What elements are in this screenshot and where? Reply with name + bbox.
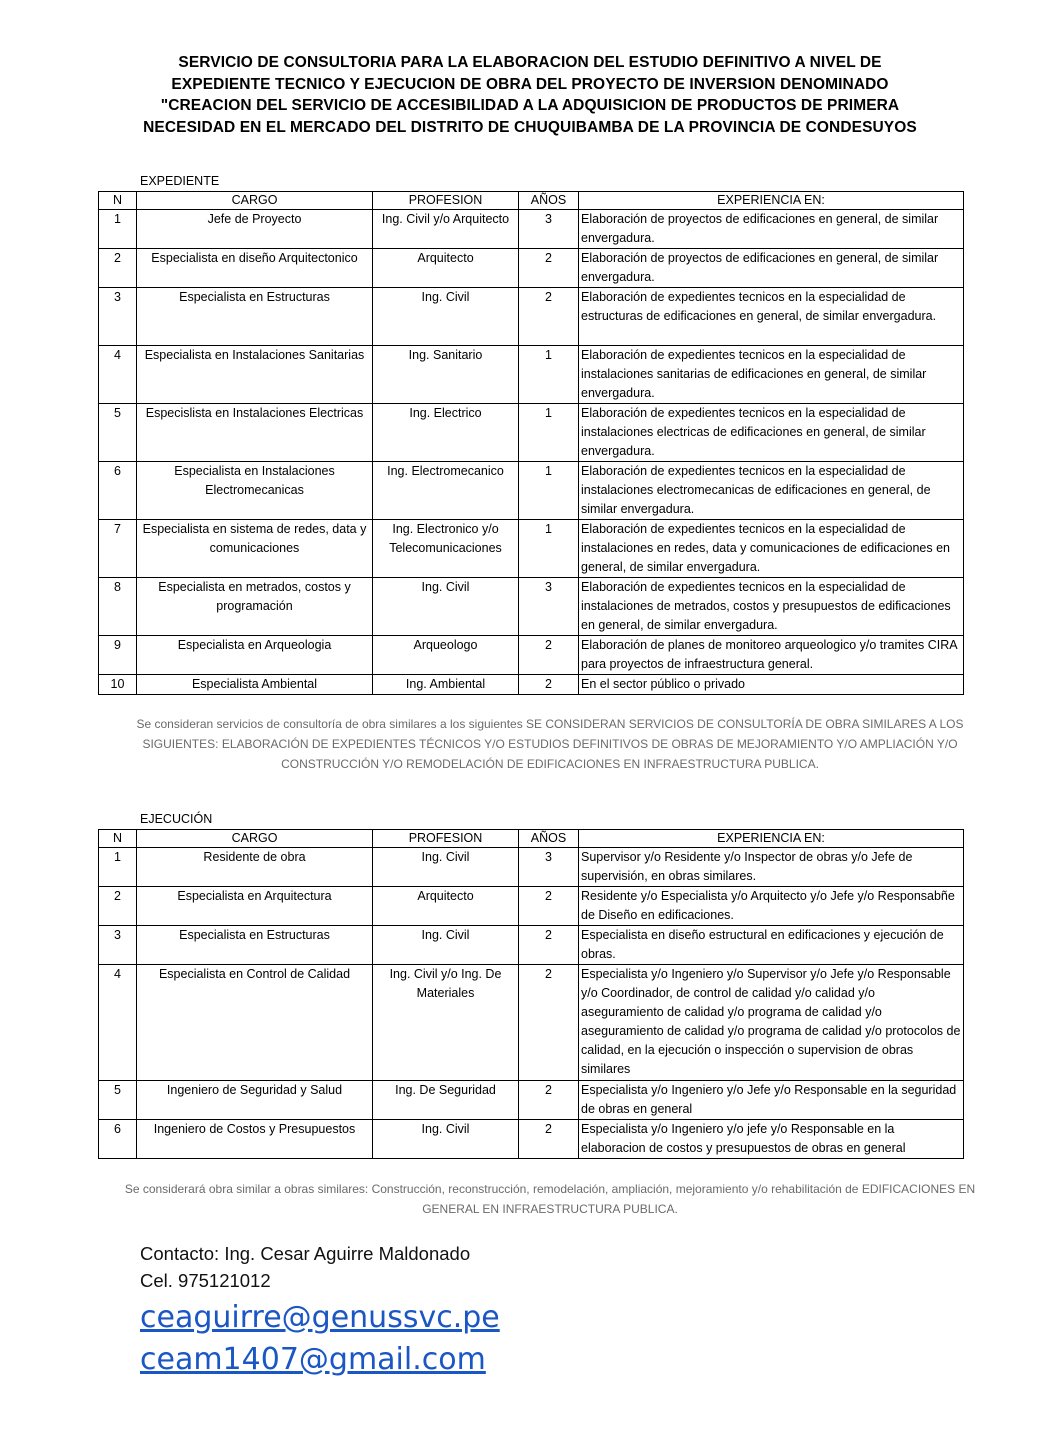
cell-experiencia: En el sector público o privado — [579, 675, 964, 695]
cell-profesion: Ing. Ambiental — [373, 675, 519, 695]
table-row — [99, 249, 964, 288]
cell-experiencia: Elaboración de planes de monitoreo arqueologico y/o tramites CIRA para proyectos de infraestructura general. — [579, 636, 964, 675]
cell-n: 7 — [99, 520, 137, 578]
cell-experiencia: Elaboración de expedientes tecnicos en la especialidad de instalaciones electricas de edificaciones en general, de similar envergadura. — [579, 404, 964, 462]
cell-experiencia: Elaboración de expedientes tecnicos en la especialidad de instalaciones en redes, data y comunicaciones de edificaciones en general, de similar envergadura. — [579, 520, 964, 578]
cell-cargo: Especialista en sistema de redes, data y comunicaciones — [137, 520, 373, 578]
expediente-rows — [99, 210, 964, 695]
cell-anios: 3 — [519, 578, 579, 636]
table-row — [99, 210, 964, 249]
header-profesion: PROFESION — [373, 830, 519, 848]
cell-cargo: Especialista en Control de Calidad — [137, 965, 373, 1081]
cell-profesion: Ing. Civil y/o Ing. De Materiales — [373, 965, 519, 1081]
cell-experiencia: Elaboración de proyectos de edificaciones en general, de similar envergadura. — [579, 210, 964, 249]
ejecucion-table — [98, 829, 964, 1159]
cell-cargo: Especialista en Estructuras — [137, 926, 373, 965]
cell-cargo: Ingeniero de Seguridad y Salud — [137, 1081, 373, 1120]
expediente-label: EXPEDIENTE — [140, 174, 220, 188]
cell-cargo: Jefe de Proyecto — [137, 210, 373, 249]
cell-anios: 3 — [519, 848, 579, 887]
cell-cargo: Especialista en Instalaciones Sanitarias — [137, 346, 373, 404]
cell-anios: 2 — [519, 288, 579, 346]
table-row — [99, 520, 964, 578]
cell-profesion: Arquitecto — [373, 887, 519, 926]
cell-n: 2 — [99, 887, 137, 926]
cell-n: 8 — [99, 578, 137, 636]
cell-n: 6 — [99, 1120, 137, 1159]
cell-n: 4 — [99, 965, 137, 1081]
title-line: EXPEDIENTE TECNICO Y EJECUCION DE OBRA DEL PROYECTO DE INVERSION DENOMINADO — [171, 75, 889, 93]
cell-experiencia: Residente y/o Especialista y/o Arquitecto y/o Jefe y/o Responsabñe de Diseño en edificaciones. — [579, 887, 964, 926]
header-n: N — [99, 830, 137, 848]
cell-n: 6 — [99, 462, 137, 520]
header-profesion: PROFESION — [373, 192, 519, 210]
contact-name: Contacto: Ing. Cesar Aguirre Maldonado — [140, 1243, 471, 1264]
header-experiencia: EXPERIENCIA EN: — [579, 192, 964, 210]
header-cargo: CARGO — [137, 830, 373, 848]
cell-experiencia: Elaboración de expedientes tecnicos en la especialidad de instalaciones electromecanicas de edificaciones en general, de similar envergadura. — [579, 462, 964, 520]
table-row — [99, 926, 964, 965]
header-anios: AÑOS — [519, 192, 579, 210]
cell-n: 5 — [99, 1081, 137, 1120]
expediente-table — [98, 191, 964, 695]
cell-cargo: Especislista en Instalaciones Electricas — [137, 404, 373, 462]
cell-profesion: Ing. Civil y/o Arquitecto — [373, 210, 519, 249]
cell-anios: 1 — [519, 520, 579, 578]
cell-profesion: Ing. Electromecanico — [373, 462, 519, 520]
ejecucion-rows — [99, 848, 964, 1159]
contact-phone: Cel. 975121012 — [140, 1270, 271, 1291]
cell-profesion: Arqueologo — [373, 636, 519, 675]
expediente-note: Se consideran servicios de consultoría de obra similares a los siguientes SE CONSIDERAN SERVICIOS DE CONSULTORÍA DE OBRA SIMILARES A LOS SIGUIENTES: ELABORACIÓN DE EXPEDIENTES TÉCNICOS Y/O ESTUDIOS DEFINITIVOS DE OBRAS DE MEJORAMIENTO Y/O AMPLIACIÓN Y/O CONSTRUCCIÓN Y/O REMODELACIÓN DE EDIFICACIONES EN INFRAESTRUCTURA PUBLICA. — [136, 717, 964, 771]
cell-profesion: Arquitecto — [373, 249, 519, 288]
table-row — [99, 288, 964, 346]
cell-anios: 2 — [519, 965, 579, 1081]
table-header-row — [99, 830, 964, 848]
cell-cargo: Especialista en Instalaciones Electromecanicas — [137, 462, 373, 520]
table-row — [99, 636, 964, 675]
table-row — [99, 578, 964, 636]
table-row — [99, 404, 964, 462]
cell-cargo: Especialista Ambiental — [137, 675, 373, 695]
cell-n: 4 — [99, 346, 137, 404]
cell-cargo: Especialista en diseño Arquitectonico — [137, 249, 373, 288]
cell-n: 1 — [99, 210, 137, 249]
cell-anios: 2 — [519, 249, 579, 288]
cell-anios: 2 — [519, 1120, 579, 1159]
cell-profesion: Ing. Electronico y/o Telecomunicaciones — [373, 520, 519, 578]
table-header-row — [99, 192, 964, 210]
table-row — [99, 887, 964, 926]
cell-profesion: Ing. Civil — [373, 578, 519, 636]
title-line: SERVICIO DE CONSULTORIA PARA LA ELABORACION DEL ESTUDIO DEFINITIVO A NIVEL DE — [178, 54, 882, 71]
cell-anios: 2 — [519, 1081, 579, 1120]
cell-experiencia: Elaboración de expedientes tecnicos en la especialidad de instalaciones sanitarias de edificaciones en general, de similar envergadura. — [579, 346, 964, 404]
table-row — [99, 346, 964, 404]
cell-cargo: Residente de obra — [137, 848, 373, 887]
cell-experiencia: Especialista y/o Ingeniero y/o Supervisor y/o Jefe y/o Responsable y/o Coordinador, de control de calidad y/o calidad y/o aseguramiento de calidad y/o programa de calidad y/o aseguramiento de calidad y/o programa de calidad y/o protocolos de calidad, en la ejecución o inspección o supervision de obras similares — [579, 965, 964, 1081]
ejecucion-note: Se considerará obra similar a obras similares: Construcción, reconstrucción, remodelación, ampliación, mejoramiento y/o rehabilitación de EDIFICACIONES EN GENERAL EN INFRAESTRUCTURA PUBLICA. — [124, 1182, 976, 1216]
contact-email-link[interactable]: ceaguirre@genussvc.pe — [140, 1300, 500, 1335]
cell-anios: 2 — [519, 926, 579, 965]
cell-profesion: Ing. Civil — [373, 1120, 519, 1159]
cell-n: 10 — [99, 675, 137, 695]
cell-anios: 1 — [519, 404, 579, 462]
cell-anios: 3 — [519, 210, 579, 249]
cell-cargo: Especialista en Arquitectura — [137, 887, 373, 926]
cell-profesion: Ing. De Seguridad — [373, 1081, 519, 1120]
header-n: N — [99, 192, 137, 210]
ejecucion-label: EJECUCIÓN — [140, 812, 213, 826]
cell-profesion: Ing. Civil — [373, 288, 519, 346]
cell-profesion: Ing. Sanitario — [373, 346, 519, 404]
contact-email-link[interactable]: ceam1407@gmail.com — [140, 1342, 486, 1377]
table-row — [99, 965, 964, 1081]
header-experiencia: EXPERIENCIA EN: — [579, 830, 964, 848]
cell-anios: 1 — [519, 346, 579, 404]
cell-experiencia: Supervisor y/o Residente y/o Inspector de obras y/o Jefe de supervisión, en obras similares. — [579, 848, 964, 887]
cell-anios: 2 — [519, 887, 579, 926]
cell-n: 2 — [99, 249, 137, 288]
cell-profesion: Ing. Electrico — [373, 404, 519, 462]
cell-profesion: Ing. Civil — [373, 926, 519, 965]
cell-cargo: Especialista en metrados, costos y programación — [137, 578, 373, 636]
cell-profesion: Ing. Civil — [373, 848, 519, 887]
cell-anios: 2 — [519, 636, 579, 675]
cell-n: 3 — [99, 926, 137, 965]
cell-n: 3 — [99, 288, 137, 346]
document-title — [60, 52, 1000, 138]
table-row — [99, 1081, 964, 1120]
table-row — [99, 675, 964, 695]
cell-anios: 2 — [519, 675, 579, 695]
cell-cargo: Especialista en Estructuras — [137, 288, 373, 346]
cell-cargo: Ingeniero de Costos y Presupuestos — [137, 1120, 373, 1159]
header-cargo: CARGO — [137, 192, 373, 210]
cell-cargo: Especialista en Arqueologia — [137, 636, 373, 675]
table-row — [99, 462, 964, 520]
cell-experiencia: Especialista y/o Ingeniero y/o jefe y/o Responsable en la elaboracion de costos y presupuestos de obras en general — [579, 1120, 964, 1159]
table-row — [99, 848, 964, 887]
cell-n: 5 — [99, 404, 137, 462]
cell-anios: 1 — [519, 462, 579, 520]
cell-n: 1 — [99, 848, 137, 887]
cell-n: 9 — [99, 636, 137, 675]
cell-experiencia: Especialista en diseño estructural en edificaciones y ejecución de obras. — [579, 926, 964, 965]
cell-experiencia: Elaboración de expedientes tecnicos en la especialidad de estructuras de edificaciones en general, de similar envergadura. — [579, 288, 964, 346]
title-line: NECESIDAD EN EL MERCADO DEL DISTRITO DE CHUQUIBAMBA DE LA PROVINCIA DE CONDESUYOS — [143, 118, 917, 136]
table-row — [99, 1120, 964, 1159]
header-anios: AÑOS — [519, 830, 579, 848]
cell-experiencia: Elaboración de proyectos de edificaciones en general, de similar envergadura. — [579, 249, 964, 288]
title-line: "CREACION DEL SERVICIO DE ACCESIBILIDAD A LA ADQUISICION DE PRODUCTOS DE PRIMERA — [160, 97, 900, 114]
cell-experiencia: Elaboración de expedientes tecnicos en la especialidad de instalaciones de metrados, costos y presupuestos de edificaciones en general, de similar envergadura. — [579, 578, 964, 636]
cell-experiencia: Especialista y/o Ingeniero y/o Jefe y/o Responsable en la seguridad de obras en general — [579, 1081, 964, 1120]
